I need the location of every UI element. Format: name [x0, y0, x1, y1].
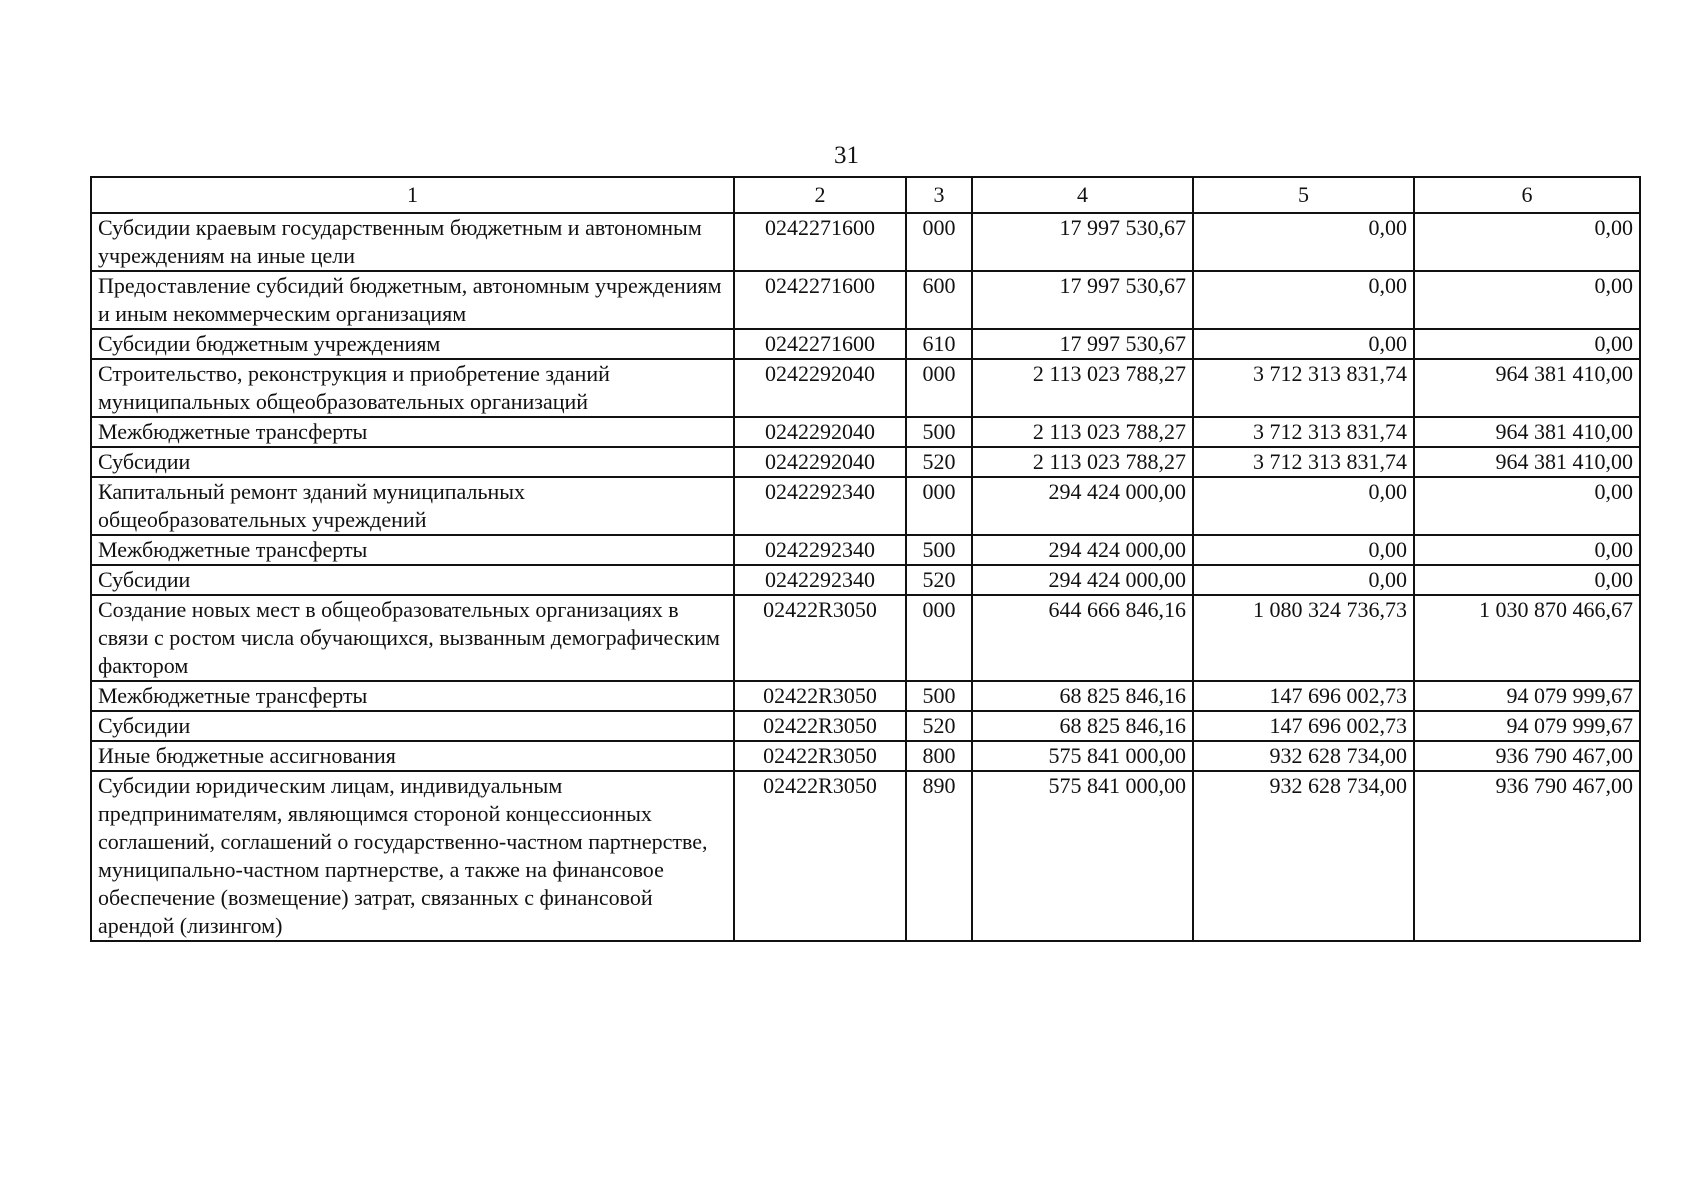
cell-value-col4: 2 113 023 788,27 — [972, 359, 1193, 417]
cell-name: Субсидии краевым государственным бюджетным и автономным учреждениям на иные цели — [91, 213, 734, 271]
header-col-4: 4 — [972, 177, 1193, 213]
cell-value-col6: 964 381 410,00 — [1414, 359, 1640, 417]
cell-value-col5: 0,00 — [1193, 271, 1414, 329]
table-row — [91, 595, 1640, 681]
header-col-2: 2 — [734, 177, 906, 213]
table-row — [91, 417, 1640, 447]
cell-expense-type: 890 — [906, 771, 972, 941]
table-row — [91, 329, 1640, 359]
cell-code: 0242292340 — [734, 477, 906, 535]
cell-value-col5: 0,00 — [1193, 213, 1414, 271]
cell-expense-type: 520 — [906, 565, 972, 595]
cell-value-col5: 3 712 313 831,74 — [1193, 359, 1414, 417]
cell-value-col4: 644 666 846,16 — [972, 595, 1193, 681]
cell-code: 0242292040 — [734, 447, 906, 477]
table-row — [91, 711, 1640, 741]
cell-value-col6: 0,00 — [1414, 271, 1640, 329]
cell-value-col4: 575 841 000,00 — [972, 771, 1193, 941]
cell-name: Иные бюджетные ассигнования — [91, 741, 734, 771]
cell-value-col6: 0,00 — [1414, 213, 1640, 271]
cell-expense-type: 600 — [906, 271, 972, 329]
cell-value-col5: 932 628 734,00 — [1193, 771, 1414, 941]
cell-value-col6: 94 079 999,67 — [1414, 711, 1640, 741]
cell-expense-type: 000 — [906, 213, 972, 271]
table-header-row — [91, 177, 1640, 213]
cell-value-col5: 3 712 313 831,74 — [1193, 417, 1414, 447]
cell-expense-type: 000 — [906, 359, 972, 417]
cell-value-col5: 147 696 002,73 — [1193, 711, 1414, 741]
cell-name: Субсидии — [91, 711, 734, 741]
cell-value-col5: 0,00 — [1193, 477, 1414, 535]
header-col-3: 3 — [906, 177, 972, 213]
page-number: 31 — [834, 142, 859, 169]
cell-value-col6: 964 381 410,00 — [1414, 447, 1640, 477]
cell-name: Предоставление субсидий бюджетным, автономным учреждениям и иным некоммерческим организациям — [91, 271, 734, 329]
cell-name: Субсидии юридическим лицам, индивидуальным предпринимателям, являющимся стороной концессионных соглашений, соглашений о государственно-частном партнерстве, муниципально-частном партнерстве, а также на финансовое обеспечение (возмещение) затрат, связанных с финансовой арендой (лизингом) — [91, 771, 734, 941]
cell-value-col6: 1 030 870 466,67 — [1414, 595, 1640, 681]
cell-value-col4: 68 825 846,16 — [972, 711, 1193, 741]
cell-name: Межбюджетные трансферты — [91, 535, 734, 565]
table-row — [91, 213, 1640, 271]
cell-value-col6: 0,00 — [1414, 477, 1640, 535]
table-row — [91, 359, 1640, 417]
table-row — [91, 271, 1640, 329]
header-col-5: 5 — [1193, 177, 1414, 213]
cell-value-col4: 294 424 000,00 — [972, 565, 1193, 595]
table-row — [91, 741, 1640, 771]
cell-code: 0242271600 — [734, 213, 906, 271]
cell-name: Межбюджетные трансферты — [91, 417, 734, 447]
table-row — [91, 477, 1640, 535]
cell-code: 02422R3050 — [734, 595, 906, 681]
cell-value-col4: 2 113 023 788,27 — [972, 447, 1193, 477]
cell-value-col4: 17 997 530,67 — [972, 329, 1193, 359]
cell-expense-type: 610 — [906, 329, 972, 359]
cell-code: 02422R3050 — [734, 741, 906, 771]
cell-code: 02422R3050 — [734, 711, 906, 741]
cell-value-col4: 294 424 000,00 — [972, 477, 1193, 535]
cell-code: 0242271600 — [734, 329, 906, 359]
cell-value-col5: 932 628 734,00 — [1193, 741, 1414, 771]
cell-value-col6: 0,00 — [1414, 565, 1640, 595]
cell-name: Создание новых мест в общеобразовательных организациях в связи с ростом числа обучающихся, вызванным демографическим фактором — [91, 595, 734, 681]
table-row — [91, 771, 1640, 941]
table-row — [91, 681, 1640, 711]
cell-name: Субсидии бюджетным учреждениям — [91, 329, 734, 359]
cell-value-col6: 936 790 467,00 — [1414, 771, 1640, 941]
cell-expense-type: 000 — [906, 595, 972, 681]
cell-value-col6: 0,00 — [1414, 329, 1640, 359]
cell-expense-type: 500 — [906, 535, 972, 565]
header-col-6: 6 — [1414, 177, 1640, 213]
cell-expense-type: 000 — [906, 477, 972, 535]
cell-code: 02422R3050 — [734, 771, 906, 941]
table-row — [91, 565, 1640, 595]
table-row — [91, 535, 1640, 565]
cell-expense-type: 520 — [906, 711, 972, 741]
table-body — [91, 213, 1640, 941]
cell-code: 02422R3050 — [734, 681, 906, 711]
cell-value-col4: 17 997 530,67 — [972, 213, 1193, 271]
cell-name: Строительство, реконструкция и приобретение зданий муниципальных общеобразовательных организаций — [91, 359, 734, 417]
cell-name: Капитальный ремонт зданий муниципальных общеобразовательных учреждений — [91, 477, 734, 535]
cell-expense-type: 500 — [906, 681, 972, 711]
table-row — [91, 447, 1640, 477]
cell-name: Субсидии — [91, 447, 734, 477]
cell-value-col4: 294 424 000,00 — [972, 535, 1193, 565]
cell-value-col4: 17 997 530,67 — [972, 271, 1193, 329]
cell-value-col5: 1 080 324 736,73 — [1193, 595, 1414, 681]
cell-value-col5: 0,00 — [1193, 535, 1414, 565]
cell-value-col6: 94 079 999,67 — [1414, 681, 1640, 711]
cell-value-col5: 0,00 — [1193, 329, 1414, 359]
cell-name: Межбюджетные трансферты — [91, 681, 734, 711]
cell-value-col4: 68 825 846,16 — [972, 681, 1193, 711]
cell-expense-type: 520 — [906, 447, 972, 477]
cell-value-col4: 2 113 023 788,27 — [972, 417, 1193, 447]
cell-name: Субсидии — [91, 565, 734, 595]
cell-value-col4: 575 841 000,00 — [972, 741, 1193, 771]
cell-code: 0242271600 — [734, 271, 906, 329]
cell-code: 0242292040 — [734, 359, 906, 417]
cell-value-col6: 0,00 — [1414, 535, 1640, 565]
header-col-1: 1 — [91, 177, 734, 213]
budget-table — [90, 176, 1641, 942]
cell-value-col5: 0,00 — [1193, 565, 1414, 595]
cell-expense-type: 800 — [906, 741, 972, 771]
cell-value-col6: 936 790 467,00 — [1414, 741, 1640, 771]
cell-value-col5: 3 712 313 831,74 — [1193, 447, 1414, 477]
cell-value-col6: 964 381 410,00 — [1414, 417, 1640, 447]
cell-code: 0242292340 — [734, 565, 906, 595]
cell-value-col5: 147 696 002,73 — [1193, 681, 1414, 711]
cell-code: 0242292340 — [734, 535, 906, 565]
cell-expense-type: 500 — [906, 417, 972, 447]
cell-code: 0242292040 — [734, 417, 906, 447]
